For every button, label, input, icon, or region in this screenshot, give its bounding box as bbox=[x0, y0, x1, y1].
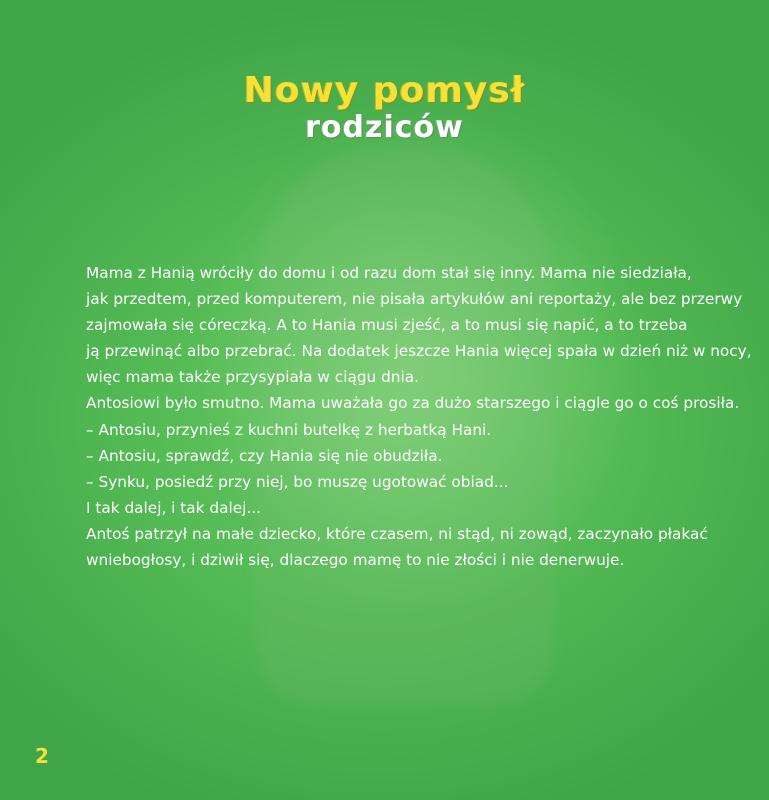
story-line: więc mama także przysypiała w ciągu dnia. bbox=[86, 368, 419, 387]
story-line: wniebogłosy, i dziwił się, dlaczego mamę to nie złości i nie denerwuje. bbox=[86, 551, 625, 570]
story-text bbox=[86, 260, 766, 573]
story-line: Mama z Hanią wróciły do domu i od razu dom stał się inny. Mama nie siedziała, bbox=[86, 264, 692, 282]
story-line: – Antosiu, sprawdź, czy Hania się nie obudziła. bbox=[86, 446, 443, 465]
story-line: zajmowała się córeczką. A to Hania musi zjeść, a to musi się napić, a to trzeba bbox=[86, 316, 688, 335]
story-line: – Synku, posiedź przy niej, bo muszę ugotować obiad... bbox=[86, 472, 509, 491]
story-line: Antoś patrzył na małe dziecko, które czasem, ni stąd, ni zowąd, zaczynało płakać bbox=[86, 524, 708, 543]
chapter-title-line-2: rodziców bbox=[305, 110, 464, 146]
story-line: ją przewinąć albo przebrać. Na dodatek jeszcze Hania więcej spała w dzień niż w nocy, bbox=[86, 342, 752, 361]
chapter-title bbox=[0, 70, 769, 146]
story-line: – Antosiu, przynieś z kuchni butelkę z herbatką Hani. bbox=[86, 420, 492, 439]
story-line: jak przedtem, przed komputerem, nie pisała artykułów ani reportaży, ale bez przerwy bbox=[86, 290, 743, 309]
story-line: Antosiowi było smutno. Mama uważała go za dużo starszego i ciągle go o coś prosiła. bbox=[86, 394, 740, 413]
chapter-title-line-1: Nowy pomysł bbox=[243, 70, 526, 112]
story-line: I tak dalej, i tak dalej... bbox=[86, 498, 261, 517]
page-number: 2 bbox=[35, 744, 49, 768]
